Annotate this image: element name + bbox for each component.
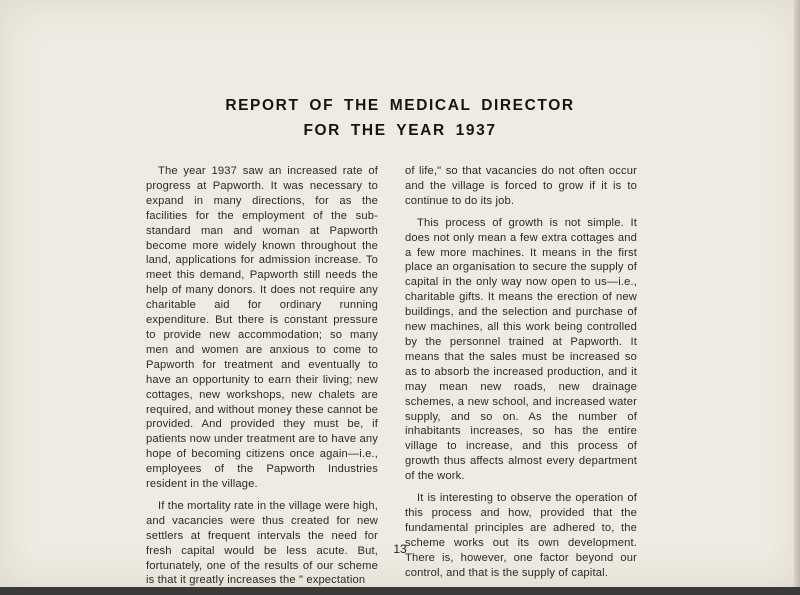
paragraph: If the mortality rate in the village were high, and vacancies were thus created for new settlers at frequent intervals the need for fresh capital would be less acute. But, fortunately, one of the results of our scheme is that it greatly increases the " expectation	[146, 499, 378, 587]
report-title: REPORT OF THE MEDICAL DIRECTOR	[225, 97, 575, 114]
paragraph-continuation: of life," so that vacancies do not often occur and the village is forced to grow if it is to continue to do its job.	[405, 165, 637, 207]
page-number: 13	[393, 542, 407, 556]
paragraph: It is interesting to observe the operation of this process and how, provided that the fundamental principles are adhered to, the scheme works out its own development. There is, however, one factor beyond our control, and that is the supply of capital.	[405, 492, 637, 579]
report-subtitle: FOR THE YEAR 1937	[303, 122, 497, 139]
paragraph: The year 1937 saw an increased rate of progress at Papworth. It was necessary to expand in many directions, for as the facilities for the employment of the sub-standard man and woman at Papworth become more widely known throughout the land, applications for admission increase. To meet this demand, Papworth still needs the help of many donors. It does not require any charitable aid for ordinary running expenditure. But there is constant pressure to provide new accommodation; so many men and women are anxious to come to Papworth for treatment and eventually to have an opportunity to earn their living; new cottages, new workshops, new chalets are required, and without money these cannot be provided. And provided they must be, if patients now under treatment are to have any hope of becoming citizens once again—i.e., employees of the Papworth Industries resident in the village.	[146, 165, 378, 491]
page-edge	[794, 0, 800, 587]
left-text-column	[146, 164, 378, 595]
paragraph: This process of growth is not simple. It does not only mean a few extra cottages and a few more machines. It means in the first place an organisation to secure the supply of capital in the only way now open to us—i.e., charitable gifts. It means the erection of new buildings, and the selection and purchase of new machines, all this work being controlled by the personnel trained at Papworth. It means that the sales must be increased so as to absorb the increased production, and it may mean new roads, new drainage schemes, a new school, and increased water supply, and so on. As the number of inhabitants increases, so has the entire village to increase, and this process of growth thus affects almost every department of the work.	[405, 216, 637, 483]
right-text-column	[405, 164, 637, 587]
